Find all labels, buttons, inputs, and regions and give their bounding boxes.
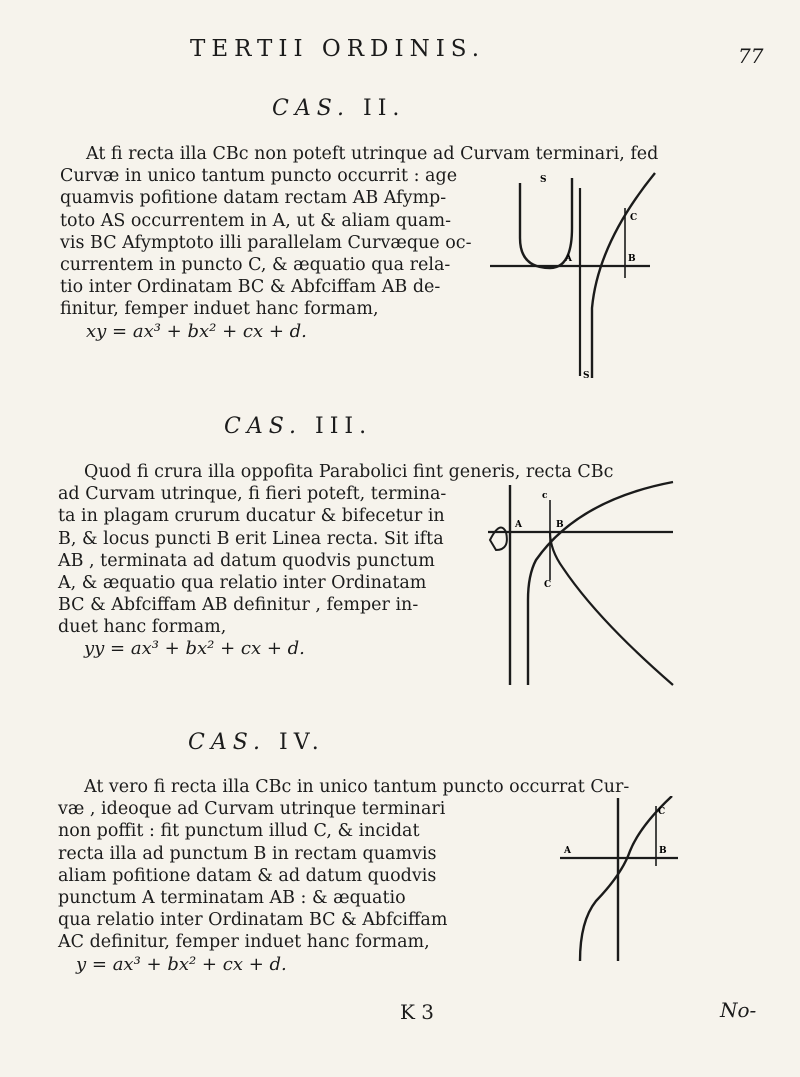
- case-2-fig-label: A: [565, 254, 572, 264]
- case-2-fig-label: S: [540, 175, 547, 185]
- case-4-line: AC definitur, femper induet hanc formam,: [58, 932, 430, 953]
- case-3-heading: [224, 414, 372, 439]
- case-4-fig-label: C: [658, 807, 666, 817]
- case-3-fig-label: B: [556, 520, 564, 530]
- case-2-formula: xy = ax³ + bx² + cx + d.: [86, 321, 307, 342]
- case-4-fig-curve: [580, 796, 672, 961]
- case-4-line: aliam pofitione datam & ad datum quodvis: [58, 865, 437, 886]
- case-2-line: currentem in puncto C, & æquatio qua rela-: [60, 255, 451, 276]
- case-2-line: At fi recta illa CBc non poteft utrinque ad Curvam terminari, fed: [86, 144, 659, 164]
- case-4-line: recta illa ad punctum B in rectam quamvis: [58, 843, 437, 864]
- case-4-line: væ , ideoque ad Curvam utrinque terminari: [58, 799, 446, 820]
- case-2-fig-curve-right: [592, 173, 655, 378]
- case-2-fig-label: B: [628, 254, 636, 264]
- case-3-fig-oval: [490, 528, 507, 551]
- case-2-heading-number: II.: [363, 96, 406, 121]
- case-3-fig-label: c: [542, 491, 548, 501]
- case-3-fig-label: A: [515, 520, 522, 530]
- case-4-fig-label: A: [564, 846, 571, 856]
- case-4-heading-label: CAS.: [188, 730, 267, 755]
- case-2-line: toto AS occurrentem in A, ut & aliam quam-: [60, 210, 452, 231]
- case-3-fig-label: C: [544, 580, 552, 590]
- case-2-line: quamvis pofitione datam rectam AB Afymp-: [60, 188, 447, 209]
- case-2-line: finitur, femper induet hanc formam,: [60, 299, 379, 320]
- case-3-line: BC & Abfciffam AB definitur , femper in-: [58, 595, 419, 616]
- case-3-line: Quod fi crura illa oppofita Parabolici fint generis, recta CBc: [84, 462, 614, 482]
- case-2-line: tio inter Ordinatam BC & Abfciffam AB de-: [60, 277, 441, 298]
- case-4-line: At vero fi recta illa CBc in unico tantum puncto occurrat Cur-: [84, 777, 630, 797]
- case-3-line: A, & æquatio qua relatio inter Ordinatam: [58, 573, 427, 594]
- catchword: No-: [720, 998, 757, 1022]
- case-2-fig-label: C: [630, 213, 638, 223]
- case-4-heading-number: IV.: [279, 730, 325, 755]
- case-2-heading-label: CAS.: [272, 96, 351, 121]
- case-3-heading-label: CAS.: [224, 414, 303, 439]
- case-3-line: AB , terminata ad datum quodvis punctum: [58, 550, 435, 571]
- signature-mark: K 3: [400, 1000, 435, 1024]
- running-head: TERTII ORDINIS.: [190, 36, 486, 62]
- case-4-line: qua relatio inter Ordinatam BC & Abfciffam: [58, 910, 448, 931]
- case-3-line: ta in plagam crurum ducatur & bifecetur in: [58, 506, 445, 527]
- case-3-figure: [488, 480, 678, 690]
- case-2-line: Curvæ in unico tantum puncto occurrit : age: [60, 166, 458, 187]
- case-4-line: non poffit : fit punctum illud C, & incidat: [58, 821, 420, 842]
- case-3-line: ad Curvam utrinque, fi fieri poteft, termina-: [58, 484, 447, 505]
- page-number: 77: [738, 44, 764, 68]
- case-3-heading-number: III.: [315, 414, 373, 439]
- case-4-formula: y = ax³ + bx² + cx + d.: [76, 954, 287, 975]
- case-4-heading: [188, 730, 325, 755]
- case-4-paragraph: [58, 776, 629, 954]
- case-2-heading: [272, 96, 405, 121]
- case-3-formula: yy = ax³ + bx² + cx + d.: [84, 638, 305, 659]
- case-2-line: vis BC Afymptoto illi parallelam Curvæque oc-: [60, 232, 472, 253]
- case-3-line: B, & locus puncti B erit Linea recta. Sit ifta: [58, 528, 444, 549]
- case-2-fig-label: S: [583, 371, 590, 381]
- case-3-line: duet hanc formam,: [58, 617, 227, 638]
- case-2-figure: [480, 168, 660, 383]
- case-4-fig-label: B: [659, 846, 667, 856]
- case-4-line: punctum A terminatam AB : & æquatio: [58, 888, 406, 909]
- case-4-figure: [560, 796, 680, 966]
- case-3-fig-curve-lower: [550, 532, 673, 685]
